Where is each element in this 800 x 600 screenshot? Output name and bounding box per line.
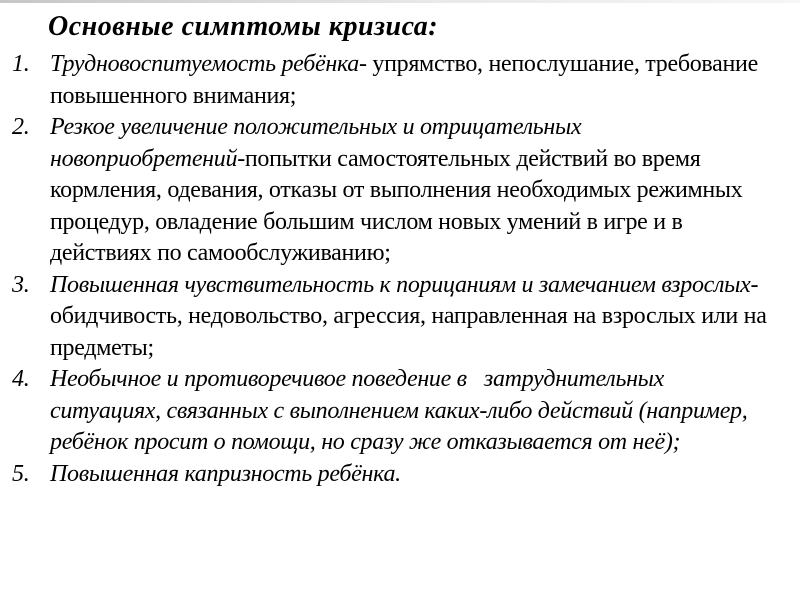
list-item-text xyxy=(50,49,778,112)
list-item-lead-text: Повышенная чувствительность к порицаниям и замечанием взрослых- xyxy=(50,271,759,298)
list-item-text xyxy=(50,270,778,365)
list-item xyxy=(10,459,778,491)
list-item-text xyxy=(50,112,778,270)
list-item-rest-text: упрямство, непослушание, требование повышенного внимания; xyxy=(50,51,764,109)
list-item xyxy=(10,270,778,365)
list-item-lead-text: Трудновоспитуемость ребёнка- xyxy=(50,51,367,77)
list-item-number: 4. xyxy=(12,366,30,392)
symptom-list xyxy=(0,49,800,490)
list-item-lead-text: Резкое увеличение положительных и отрицательных новоприобретений- xyxy=(50,114,587,172)
list-item-lead-text: Необычное и противоречивое поведение в затруднительных ситуациях, связанных с выполнением каких-либо действий (например, ребёнок просит о помощи, но сразу же отказывается от неё); xyxy=(50,366,754,455)
list-item-text xyxy=(50,459,778,491)
list-item-number: 2. xyxy=(12,114,30,140)
list-item-text xyxy=(50,364,778,459)
list-item xyxy=(10,112,778,270)
list-item-number: 1. xyxy=(12,51,30,77)
list-item-rest-text: попытки самостоятельных действий во время кормления, одевания, отказы от выполнения необходимых режимных процедур, овладение большим числом новых умений в игре и в действиях по самообслуживанию; xyxy=(50,145,749,266)
list-item-lead-text: Повышенная капризность ребёнка. xyxy=(50,460,401,487)
slide-title: Основные симптомы кризиса: xyxy=(48,11,439,42)
list-item-number: 3. xyxy=(12,271,30,298)
list-item-number: 5. xyxy=(12,460,30,487)
list-item xyxy=(10,49,778,112)
slide-top-border xyxy=(0,0,800,3)
list-item-rest-text: обидчивость, недовольство, агрессия, направленная на взрослых или на предметы; xyxy=(50,271,773,361)
list-item xyxy=(10,364,778,459)
